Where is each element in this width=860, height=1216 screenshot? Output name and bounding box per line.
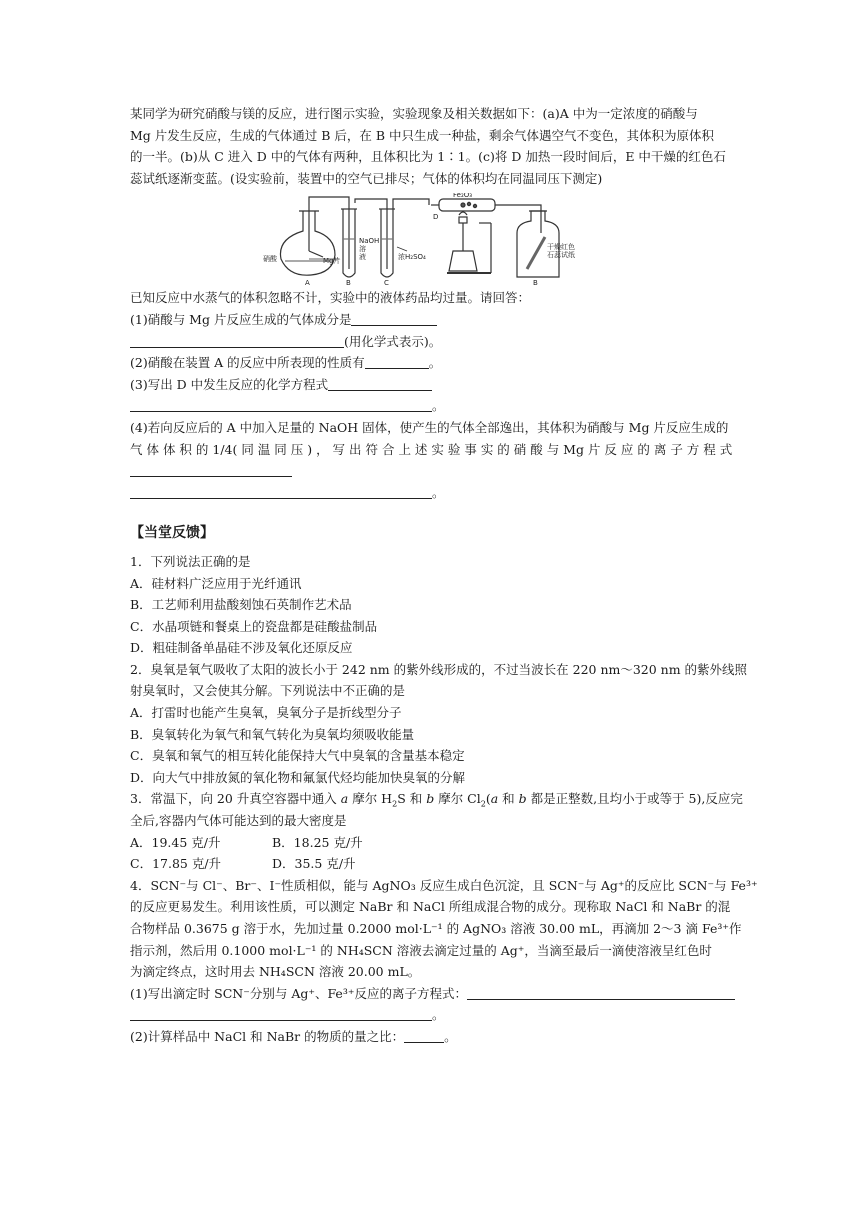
- label-e: B: [533, 279, 538, 286]
- apparatus-diagram: [263, 193, 575, 285]
- mcq-3-option-a[interactable]: A．19.45 克/升: [130, 834, 221, 850]
- mcq-2-option-a[interactable]: A．打雷时也能产生臭氧，臭氧分子是折线型分子: [130, 705, 402, 721]
- question-4-line-4: [130, 482, 732, 504]
- question-4-period: 。: [432, 484, 445, 500]
- label-naoh: NaOH: [359, 237, 380, 246]
- answer-blank-q4-1b[interactable]: [130, 1006, 432, 1021]
- intro-line-3: 的一半。(b)从 C 进入 D 中的气体有两种，且体积比为 1∶1。(c)将 D 加热一段时间后，E 中干燥的红色石: [130, 149, 726, 165]
- mcq-3-text-b: 摩尔 H: [348, 791, 393, 807]
- label-d: D: [433, 213, 439, 222]
- var-b: b: [426, 791, 435, 807]
- label-litmus-1: 干燥红色: [547, 243, 575, 252]
- known-conditions: 已知反应中水蒸气的体积忽略不计，实验中的液体药品均过量。请回答：: [130, 290, 531, 306]
- label-litmus-2: 石蕊试纸: [547, 251, 575, 260]
- q4-line-5: 为滴定终点，这时用去 NH₄SCN 溶液 20.00 mL。: [130, 964, 421, 980]
- question-2-period: 。: [428, 355, 442, 371]
- question-3-line-2: [130, 395, 732, 417]
- q4-line-1: 4．SCN⁻与 Cl⁻、Br⁻、I⁻性质相似，能与 AgNO₃ 反应生成白色沉淀，且 SCN⁻与 Ag⁺的反应比 SCN⁻与 Fe³⁺: [130, 877, 758, 893]
- var-a: a: [340, 791, 349, 807]
- label-a: A: [305, 279, 310, 286]
- mcq-2-option-b[interactable]: B．臭氧转化为氧气和氧气转化为臭氧均须吸收能量: [130, 726, 415, 742]
- answer-blank-1b[interactable]: [130, 333, 344, 348]
- mcq-1-option-a[interactable]: A．硅材料广泛应用于光纤通讯: [130, 575, 302, 591]
- mcq-3-text-d: 摩尔 Cl: [434, 791, 481, 807]
- answer-blank-2[interactable]: [365, 354, 429, 369]
- section-heading-feedback: 【当堂反馈】: [130, 525, 214, 542]
- mcq-3-option-c[interactable]: C．17.85 克/升: [130, 856, 222, 872]
- answer-blank-q4-1a[interactable]: [467, 985, 735, 1000]
- intro-line-2: Mg 片发生反应，生成的气体通过 B 后，在 B 中只生成一种盐，剩余气体遇空气不变色，其体积为原体积: [130, 127, 715, 143]
- question-4-line-2: 气 体 体 积 的 1/4( 同 温 同 压 ) ， 写 出 符 合 上 述 实 验 事 实 的 硝 酸 与 Mg 片 反 应 的 离 子 方 程 式: [130, 441, 733, 457]
- answer-blank-3a[interactable]: [328, 376, 432, 391]
- answer-blank-3b[interactable]: [130, 397, 432, 412]
- intro-line-4: 蕊试纸逐渐变蓝。(设实验前，装置中的空气已排尽；气体的体积均在同温同压下测定): [130, 170, 603, 186]
- q4-sub-2-text: (2)计算样品中 NaCl 和 NaBr 的物质的量之比：: [130, 1028, 405, 1044]
- question-1-line-2: [130, 331, 732, 353]
- label-b: B: [346, 279, 351, 286]
- mcq-1-stem: 1．下列说法正确的是: [130, 553, 251, 569]
- question-4-line-3: [130, 460, 732, 482]
- q4-sub-1-line: [130, 983, 732, 1005]
- q4-line-3: 合物样品 0.3675 g 溶于水，先加过量 0.2000 mol·L⁻¹ 的 AgNO₃ 溶液 30.00 mL，再滴加 2～3 滴 Fe³⁺作: [130, 921, 742, 936]
- label-solution-2: 液: [359, 253, 366, 262]
- label-fe2o3: Fe₂O₃: [453, 193, 473, 200]
- label-c: C: [384, 279, 389, 286]
- mcq-3-text-c: S 和: [397, 791, 427, 807]
- label-solution-1: 溶: [359, 245, 366, 254]
- mcq-3-stem-1: [130, 788, 743, 810]
- mcq-1-option-b[interactable]: B．工艺师利用盐酸刻蚀石英制作艺术品: [130, 597, 352, 613]
- question-3-period: 。: [432, 398, 445, 414]
- mcq-2-stem-2: 射臭氧时，又会使其分解。下列说法中不正确的是: [130, 683, 406, 699]
- mcq-3-text-g: 都是正整数,且均小于或等于 5),反应完: [526, 791, 743, 807]
- mcq-3-options-row-2: [130, 853, 732, 875]
- q4-sub-1-line-2: [130, 1004, 732, 1026]
- answer-blank-4b[interactable]: [130, 484, 432, 499]
- mcq-3-text-f: 和: [498, 791, 519, 807]
- q4-sub-1-text: (1)写出滴定时 SCN⁻分别与 Ag⁺、Fe³⁺反应的离子方程式：: [130, 985, 467, 1001]
- q4-line-2: 的反应更易发生。利用该性质，可以测定 NaBr 和 NaCl 所组成混合物的成分。现称取 NaCl 和 NaBr 的混: [130, 899, 731, 915]
- question-4-line-1: (4)若向反应后的 A 中加入足量的 NaOH 固体，使产生的气体全部逸出，其体积为硝酸与 Mg 片反应生成的: [130, 419, 729, 435]
- q4-sub-2-period: 。: [444, 1028, 457, 1044]
- answer-blank-q4-2[interactable]: [404, 1028, 444, 1043]
- mcq-3-stem-2: 全后,容器内气体可能达到的最大密度是: [130, 813, 347, 829]
- q4-sub-1-period: 。: [432, 1007, 445, 1023]
- mcq-2-option-c[interactable]: C．臭氧和氧气的相互转化能保持大气中臭氧的含量基本稳定: [130, 748, 465, 764]
- mcq-3-text-e: (: [485, 791, 491, 807]
- q4-line-4: 指示剂，然后用 0.1000 mol·L⁻¹ 的 NH₄SCN 溶液去滴定过量的 Ag⁺，当滴至最后一滴使溶液呈红色时: [130, 942, 712, 958]
- mcq-3-options-row-1: [130, 832, 732, 854]
- question-1-suffix: (用化学式表示)。: [344, 333, 442, 349]
- answer-blank-4a[interactable]: [130, 462, 292, 477]
- question-3-line: [130, 374, 732, 396]
- var-b-2: b: [518, 791, 527, 807]
- question-1-line-1: [130, 309, 732, 331]
- intro-line-1: 某同学为研究硝酸与镁的反应，进行图示实验，实验现象及相关数据如下：(a)A 中为一定浓度的硝酸与: [130, 106, 698, 121]
- sub-h2s: 2: [392, 799, 398, 809]
- question-1-text: (1)硝酸与 Mg 片反应生成的气体成分是: [130, 311, 352, 327]
- answer-blank-1a[interactable]: [351, 311, 437, 326]
- question-3-text: (3)写出 D 中发生反应的化学方程式: [130, 376, 329, 392]
- mcq-2-option-d[interactable]: D．向大气中排放氮的氧化物和氟氯代烃均能加快臭氧的分解: [130, 769, 466, 785]
- label-nitric-acid: 硝酸: [263, 255, 277, 264]
- mcq-3-text-a: 3．常温下，向 20 升真空容器中通入: [130, 791, 341, 807]
- question-2-text: (2)硝酸在装置 A 的反应中所表现的性质有: [130, 355, 365, 371]
- mcq-1-option-d[interactable]: D．粗硅制备单晶硅不涉及氧化还原反应: [130, 640, 353, 656]
- sub-cl2: 2: [480, 799, 486, 809]
- mcq-3-option-d[interactable]: D．35.5 克/升: [272, 856, 356, 872]
- label-mg-strip: Mg片: [323, 257, 341, 266]
- q4-sub-2-line: [130, 1026, 732, 1048]
- mcq-3-option-b[interactable]: B．18.25 克/升: [272, 834, 363, 850]
- mcq-2-stem-1: 2．臭氧是氧气吸收了太阳的波长小于 242 nm 的紫外线形成的，不过当波长在 220 nm～320 nm 的紫外线照: [130, 661, 748, 677]
- question-2-line: [130, 352, 732, 374]
- document-content: [130, 103, 758, 1048]
- label-conc-h2so4: 浓H₂SO₄: [398, 253, 426, 262]
- mcq-1-option-c[interactable]: C．水晶项链和餐桌上的瓷盘都是硅酸盐制品: [130, 618, 378, 634]
- var-a-2: a: [490, 791, 499, 807]
